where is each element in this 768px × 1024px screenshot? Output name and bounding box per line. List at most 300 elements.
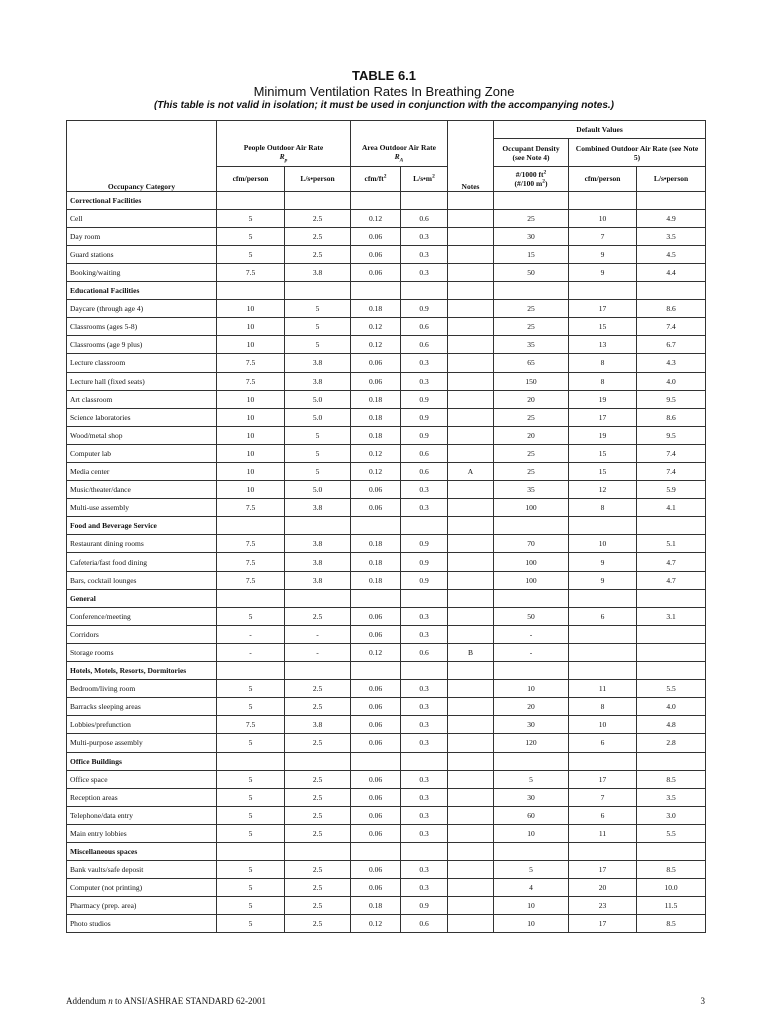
empty-cell [494, 589, 569, 607]
empty-cell [637, 662, 706, 680]
occupancy-name: Classrooms (age 9 plus) [67, 336, 217, 354]
table-cell: 25 [494, 300, 569, 318]
table-cell [448, 824, 494, 842]
occupancy-name: Bars, cocktail lounges [67, 571, 217, 589]
table-cell: 2.5 [285, 915, 351, 933]
header-cell [351, 121, 448, 139]
table-cell: 5 [217, 770, 285, 788]
table-cell: 0.06 [351, 481, 401, 499]
table-cell: 0.18 [351, 535, 401, 553]
table-row [67, 318, 706, 336]
table-cell [448, 390, 494, 408]
table-cell: 11 [569, 824, 637, 842]
table-row [67, 535, 706, 553]
table-row [67, 209, 706, 227]
section-row [67, 191, 706, 209]
table-cell: 5 [285, 336, 351, 354]
occupancy-name: Day room [67, 227, 217, 245]
table-row [67, 390, 706, 408]
table-cell: - [217, 625, 285, 643]
table-cell: 17 [569, 861, 637, 879]
occupancy-name: Bedroom/living room [67, 680, 217, 698]
table-cell: 3.8 [285, 499, 351, 517]
occupancy-name: Bank vaults/safe deposit [67, 861, 217, 879]
table-cell: 10 [217, 463, 285, 481]
table-cell: 0.06 [351, 788, 401, 806]
table-cell: 8 [569, 499, 637, 517]
table-cell: 5 [494, 861, 569, 879]
section-row [67, 589, 706, 607]
table-cell: 0.9 [401, 426, 448, 444]
table-cell: 3.8 [285, 372, 351, 390]
table-cell: - [285, 625, 351, 643]
table-row [67, 824, 706, 842]
table-cell: 7.5 [217, 372, 285, 390]
table-subtitle: (This table is not valid in isolation; it must be used in conjunction with the accompanying notes.) [153, 100, 615, 111]
section-title: Miscellaneous spaces [67, 842, 217, 860]
table-cell: 11.5 [637, 897, 706, 915]
table-cell: 11 [569, 680, 637, 698]
empty-cell [637, 282, 706, 300]
table-cell: 0.06 [351, 861, 401, 879]
table-cell: 5.0 [285, 390, 351, 408]
section-title: Correctional Facilities [67, 191, 217, 209]
table-cell: 4.7 [637, 571, 706, 589]
ls-person-header: L/s•person [285, 167, 351, 192]
table-cell: 0.9 [401, 300, 448, 318]
density-unit-header: #/1000 $ft^2$ (#/100 $m^2$) [494, 167, 569, 192]
table-cell: 25 [494, 463, 569, 481]
empty-cell [494, 662, 569, 680]
empty-cell [401, 517, 448, 535]
table-row [67, 716, 706, 734]
table-cell [448, 698, 494, 716]
table-cell: 5 [217, 209, 285, 227]
section-row [67, 662, 706, 680]
table-cell: 0.06 [351, 716, 401, 734]
table-cell: B [448, 643, 494, 661]
occupancy-name: Science laboratories [67, 408, 217, 426]
table-cell: 3.8 [285, 535, 351, 553]
table-cell: 9.5 [637, 426, 706, 444]
table-row [67, 245, 706, 263]
occupancy-name: Lecture classroom [67, 354, 217, 372]
table-cell: 5.5 [637, 680, 706, 698]
table-cell: 10 [217, 390, 285, 408]
ls-m2-header: $L/s•m^2$ [401, 167, 448, 192]
empty-cell [351, 752, 401, 770]
table-cell: 0.06 [351, 680, 401, 698]
table-cell: 9.5 [637, 390, 706, 408]
table-cell: 2.5 [285, 861, 351, 879]
occupancy-name: Main entry lobbies [67, 824, 217, 842]
occupancy-name: Multi-purpose assembly [67, 734, 217, 752]
table-cell: 0.6 [401, 444, 448, 462]
table-cell: 10 [494, 824, 569, 842]
table-cell [448, 426, 494, 444]
occupancy-name: Booking/waiting [67, 263, 217, 281]
header-cell [217, 121, 351, 139]
header-cell [67, 121, 217, 139]
table-cell: 5 [285, 444, 351, 462]
table-cell: 4.1 [637, 499, 706, 517]
header-row-1 [67, 121, 706, 139]
table-cell: 0.3 [401, 372, 448, 390]
table-cell: 70 [494, 535, 569, 553]
table-cell: 3.8 [285, 716, 351, 734]
table-cell: 50 [494, 607, 569, 625]
table-cell [569, 625, 637, 643]
table-cell [448, 499, 494, 517]
table-cell: 2.5 [285, 209, 351, 227]
empty-cell [217, 191, 285, 209]
empty-cell [569, 589, 637, 607]
people-rate-symbol: $R_p$ [279, 152, 288, 164]
occupancy-category-header: Occupancy Category [67, 167, 217, 192]
table-cell: 7.4 [637, 318, 706, 336]
table-cell: 3.8 [285, 553, 351, 571]
empty-cell [637, 752, 706, 770]
table-cell: 6 [569, 607, 637, 625]
empty-cell [351, 842, 401, 860]
occupancy-name: Telephone/data entry [67, 806, 217, 824]
table-cell: 0.3 [401, 879, 448, 897]
table-cell: 0.06 [351, 734, 401, 752]
table-cell: 0.18 [351, 300, 401, 318]
table-cell [448, 734, 494, 752]
table-cell: 0.06 [351, 770, 401, 788]
table-cell: 2.8 [637, 734, 706, 752]
table-cell: 0.9 [401, 553, 448, 571]
empty-cell [351, 282, 401, 300]
table-row [67, 897, 706, 915]
table-cell: 0.3 [401, 680, 448, 698]
table-cell: 5 [494, 770, 569, 788]
table-cell: 8.6 [637, 408, 706, 426]
table-cell: 8.6 [637, 300, 706, 318]
table-cell: 4.9 [637, 209, 706, 227]
table-row [67, 680, 706, 698]
table-cell: 9 [569, 263, 637, 281]
empty-cell [351, 191, 401, 209]
table-cell [569, 643, 637, 661]
table-cell: 0.18 [351, 426, 401, 444]
table-cell [448, 770, 494, 788]
table-cell [448, 209, 494, 227]
table-cell: 0.3 [401, 481, 448, 499]
table-cell: 23 [569, 897, 637, 915]
table-cell: 0.3 [401, 788, 448, 806]
table-row [67, 300, 706, 318]
table-cell: 9 [569, 571, 637, 589]
empty-cell [569, 282, 637, 300]
table-cell: 2.5 [285, 806, 351, 824]
table-cell: 9 [569, 553, 637, 571]
table-cell: 7.5 [217, 499, 285, 517]
empty-cell [448, 752, 494, 770]
occupancy-name: Wood/metal shop [67, 426, 217, 444]
table-cell: 10 [494, 915, 569, 933]
table-cell: 0.3 [401, 245, 448, 263]
table-cell: 4.7 [637, 553, 706, 571]
table-row [67, 915, 706, 933]
area-rate-symbol: $R_A$ [394, 152, 404, 164]
empty-cell [637, 589, 706, 607]
table-cell: 5 [217, 915, 285, 933]
empty-cell [217, 517, 285, 535]
table-cell [448, 553, 494, 571]
table-row [67, 499, 706, 517]
table-cell [448, 535, 494, 553]
table-cell: 35 [494, 481, 569, 499]
table-cell: 7.5 [217, 571, 285, 589]
table-cell [637, 643, 706, 661]
empty-cell [217, 282, 285, 300]
table-cell: 0.6 [401, 463, 448, 481]
notes-header: Notes [448, 167, 494, 192]
empty-cell [448, 191, 494, 209]
table-cell: 13 [569, 336, 637, 354]
table-cell: 10 [217, 481, 285, 499]
table-cell: A [448, 463, 494, 481]
table-cell: 5.0 [285, 408, 351, 426]
empty-cell [448, 842, 494, 860]
table-cell [448, 263, 494, 281]
empty-cell [637, 191, 706, 209]
cfm-ft2-header: cfm/$ft^2$ [351, 167, 401, 192]
table-cell: 5 [285, 463, 351, 481]
table-cell: 8.5 [637, 770, 706, 788]
table-cell: 0.3 [401, 770, 448, 788]
table-cell: 3.8 [285, 354, 351, 372]
table-cell [637, 625, 706, 643]
table-cell: 9 [569, 245, 637, 263]
empty-cell [217, 752, 285, 770]
table-cell: 10 [217, 408, 285, 426]
table-cell: 19 [569, 426, 637, 444]
table-row [67, 734, 706, 752]
section-title: General [67, 589, 217, 607]
ventilation-rates-table [66, 120, 706, 933]
table-cell: 0.9 [401, 535, 448, 553]
table-cell: 15 [569, 318, 637, 336]
table-cell: 0.06 [351, 499, 401, 517]
table-cell: 0.12 [351, 318, 401, 336]
combined-ls-header: L/s•person [637, 167, 706, 192]
section-row [67, 842, 706, 860]
table-cell [448, 481, 494, 499]
table-cell [448, 625, 494, 643]
table-cell: 17 [569, 408, 637, 426]
table-cell: 5 [217, 861, 285, 879]
section-title: Food and Beverage Service [67, 517, 217, 535]
table-cell: 7.5 [217, 263, 285, 281]
occupancy-name: Art classroom [67, 390, 217, 408]
cfm-person-header: cfm/person [217, 167, 285, 192]
empty-cell [569, 752, 637, 770]
table-cell [448, 571, 494, 589]
table-cell: 5.1 [637, 535, 706, 553]
table-cell: 0.12 [351, 915, 401, 933]
table-cell: 20 [494, 390, 569, 408]
table-cell: 10 [494, 897, 569, 915]
occupancy-name: Daycare (through age 4) [67, 300, 217, 318]
table-cell: 0.3 [401, 698, 448, 716]
empty-cell [448, 662, 494, 680]
occupant-density-header: Occupant Density (see Note 4) [494, 139, 569, 167]
table-cell: 0.06 [351, 806, 401, 824]
table-cell: 5 [285, 300, 351, 318]
table-cell: 60 [494, 806, 569, 824]
table-row [67, 372, 706, 390]
occupancy-name: Pharmacy (prep. area) [67, 897, 217, 915]
table-cell: 0.6 [401, 915, 448, 933]
section-title: Office Buildings [67, 752, 217, 770]
table-cell: 30 [494, 716, 569, 734]
table-cell: 3.5 [637, 788, 706, 806]
table-cell: 19 [569, 390, 637, 408]
table-cell: 0.3 [401, 227, 448, 245]
table-row [67, 354, 706, 372]
footer-citation: Addendum n to ANSI/ASHRAE STANDARD 62-2001 [66, 996, 267, 1006]
table-cell: 0.18 [351, 571, 401, 589]
table-cell: 35 [494, 336, 569, 354]
table-cell [448, 716, 494, 734]
occupancy-name: Corridors [67, 625, 217, 643]
empty-cell [285, 517, 351, 535]
table-cell: 2.5 [285, 245, 351, 263]
table-cell: 0.06 [351, 354, 401, 372]
table-cell: - [285, 643, 351, 661]
empty-cell [401, 842, 448, 860]
occupancy-name: Cafeteria/fast food dining [67, 553, 217, 571]
table-cell: 7.4 [637, 444, 706, 462]
table-cell [448, 318, 494, 336]
table-cell: 0.3 [401, 716, 448, 734]
table-cell: 6.7 [637, 336, 706, 354]
table-cell: 0.6 [401, 643, 448, 661]
table-cell: 100 [494, 553, 569, 571]
table-row [67, 553, 706, 571]
occupancy-name: Restaurant dining rooms [67, 535, 217, 553]
table-row [67, 263, 706, 281]
header-row-2 [67, 139, 706, 167]
table-title: Minimum Ventilation Rates In Breathing Zone [253, 84, 515, 99]
table-cell: 4.4 [637, 263, 706, 281]
table-cell: 6 [569, 734, 637, 752]
empty-cell [285, 662, 351, 680]
table-cell: 20 [569, 879, 637, 897]
table-cell: 0.3 [401, 734, 448, 752]
table-cell: 2.5 [285, 824, 351, 842]
occupancy-name: Lecture hall (fixed seats) [67, 372, 217, 390]
table-cell: 25 [494, 444, 569, 462]
empty-cell [448, 517, 494, 535]
table-cell: 10 [217, 444, 285, 462]
empty-cell [217, 842, 285, 860]
table-cell: 5 [217, 698, 285, 716]
table-cell: 2.5 [285, 788, 351, 806]
table-cell: 4.5 [637, 245, 706, 263]
table-cell: 0.6 [401, 318, 448, 336]
header-cell [448, 139, 494, 167]
table-cell: 0.3 [401, 607, 448, 625]
table-cell [448, 300, 494, 318]
empty-cell [637, 842, 706, 860]
table-row [67, 463, 706, 481]
table-row [67, 643, 706, 661]
page-number: 3 [700, 996, 705, 1006]
table-cell: 0.12 [351, 336, 401, 354]
table-row [67, 336, 706, 354]
table-cell: 5.0 [285, 481, 351, 499]
occupancy-name: Reception areas [67, 788, 217, 806]
table-cell: 0.12 [351, 444, 401, 462]
empty-cell [285, 589, 351, 607]
empty-cell [569, 517, 637, 535]
table-row [67, 426, 706, 444]
empty-cell [401, 662, 448, 680]
table-cell: 0.12 [351, 209, 401, 227]
empty-cell [351, 589, 401, 607]
table-cell: 12 [569, 481, 637, 499]
table-cell [448, 879, 494, 897]
table-cell: 5 [217, 227, 285, 245]
table-cell: 0.3 [401, 861, 448, 879]
table-cell: 0.9 [401, 390, 448, 408]
table-cell: 2.5 [285, 680, 351, 698]
table-cell [448, 897, 494, 915]
table-cell: 4.8 [637, 716, 706, 734]
table-cell: 0.3 [401, 625, 448, 643]
table-cell: 6 [569, 806, 637, 824]
empty-cell [448, 282, 494, 300]
table-cell: 3.0 [637, 806, 706, 824]
table-cell [448, 227, 494, 245]
empty-cell [285, 752, 351, 770]
table-cell: 10 [494, 680, 569, 698]
table-row [67, 806, 706, 824]
table-cell: 15 [569, 444, 637, 462]
table-cell: - [494, 625, 569, 643]
people-rate-header [217, 139, 351, 167]
table-cell: 20 [494, 426, 569, 444]
table-cell: 4.0 [637, 372, 706, 390]
empty-cell [494, 842, 569, 860]
table-cell: 25 [494, 209, 569, 227]
table-cell: 3.8 [285, 263, 351, 281]
section-row [67, 282, 706, 300]
occupancy-name: Computer (not printing) [67, 879, 217, 897]
table-cell: 5 [217, 734, 285, 752]
occupancy-name: Computer lab [67, 444, 217, 462]
table-cell: 10.0 [637, 879, 706, 897]
table-cell: 0.18 [351, 390, 401, 408]
table-cell: 15 [569, 463, 637, 481]
table-cell: 8 [569, 354, 637, 372]
default-values-header: Default Values [494, 121, 706, 139]
table-cell: 0.3 [401, 806, 448, 824]
table-cell: 7.5 [217, 553, 285, 571]
table-cell: 25 [494, 408, 569, 426]
table-cell: 0.3 [401, 499, 448, 517]
table-cell: 0.3 [401, 354, 448, 372]
combined-cfm-header: cfm/person [569, 167, 637, 192]
table-cell: 0.06 [351, 263, 401, 281]
table-cell [448, 788, 494, 806]
empty-cell [401, 191, 448, 209]
table-row [67, 861, 706, 879]
